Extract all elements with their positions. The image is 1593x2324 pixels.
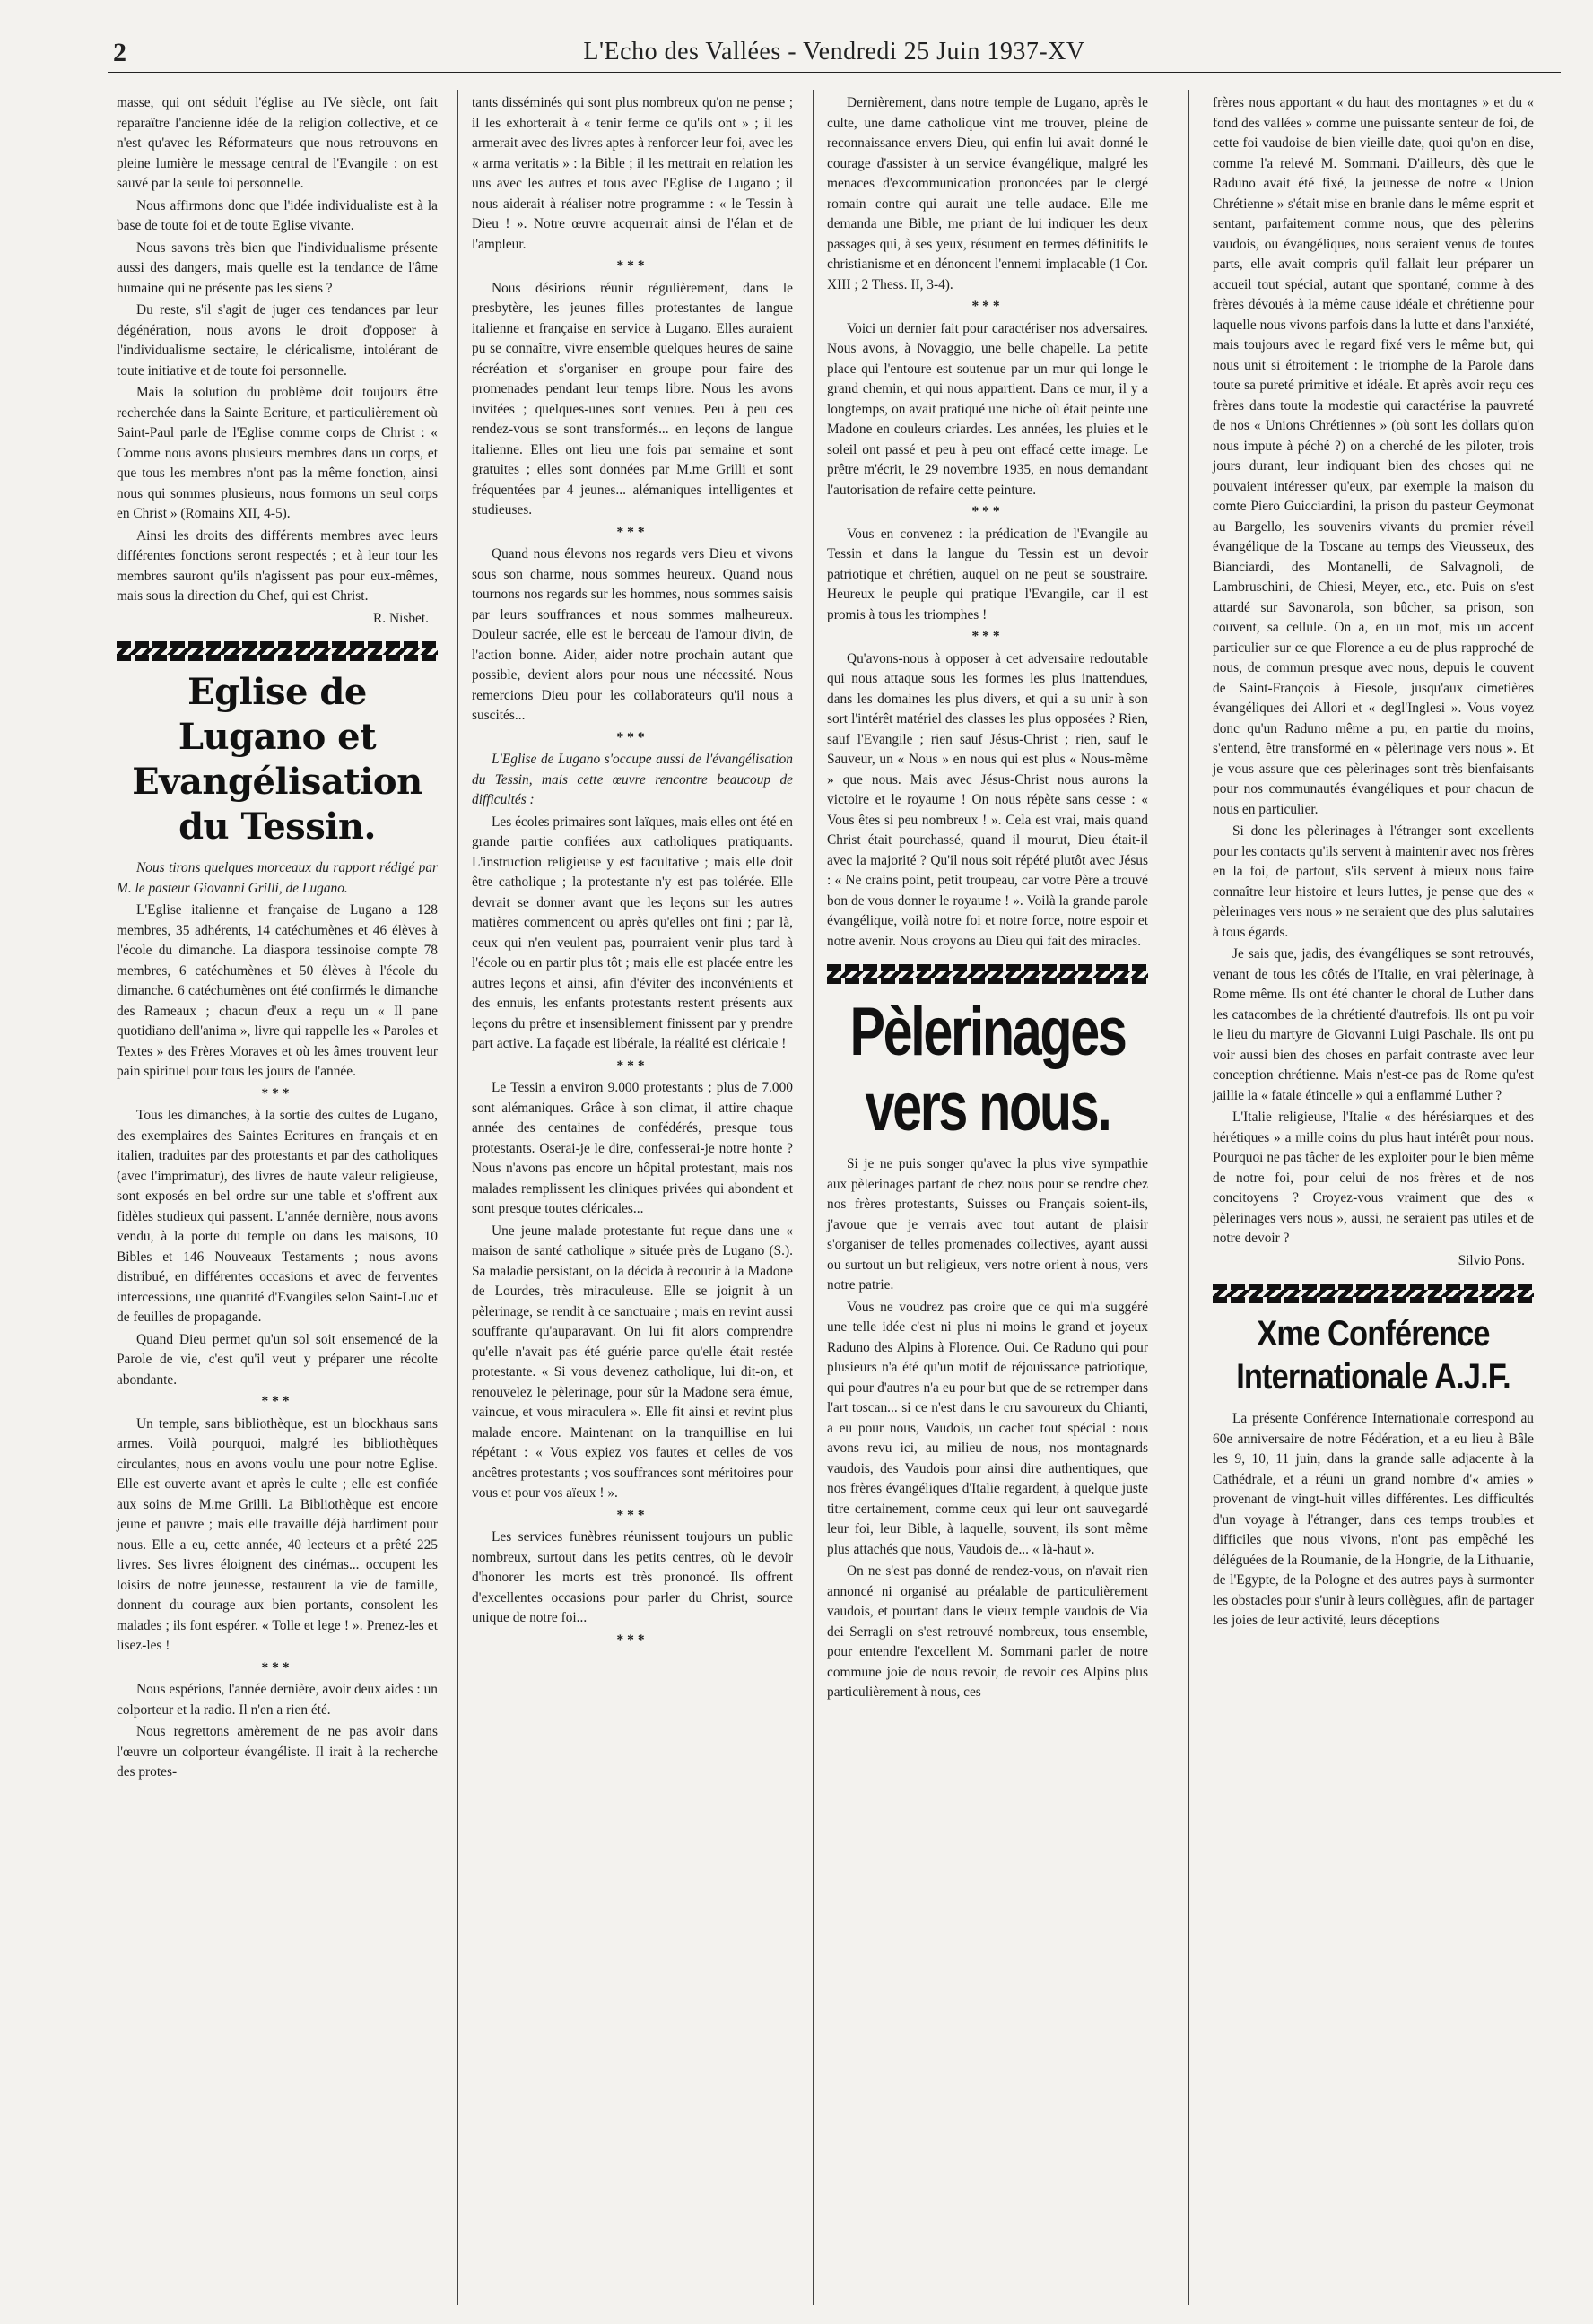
paragraph: Quand Dieu permet qu'un sol soit ensemencé de la Parole de vie, c'est qu'il veut y préparer une récolte abondante. [117,1331,438,1388]
column-rule [813,90,814,2305]
paragraph: Vous en convenez : la prédication de l'Evangile au Tessin et dans la langue du Tessin est un devoir patriotique et chrétien, auquel on ne peut se soustraire. Heureux le peuple qui pratique l'Evangile, car il est promis à tous les triomphes ! [827,526,1148,622]
page-number: 2 [113,38,126,67]
section-separator: *** [616,524,649,540]
author-signature: Silvio Pons. [1458,1252,1525,1268]
section-separator: *** [261,1085,293,1101]
paragraph: Dernièrement, dans notre temple de Lugano, après le culte, une dame catholique vint me trouver, pleine de reconnaissance envers Dieu, qui enfin lui avait donné le courage d'assister à un service évangélique, malgré les menaces d'excommunication prononcées par le clergé romain contre qui aurait une telle audace. Elle me demanda une Bible, me priant de lui indiquer les deux passages qui, à ses yeux, résument en termes définitifs le christianisme et en dénoncent l'ennemi implacable (1 Cor. XIII ; 2 Thess. II, 3-4). [827,95,1148,292]
paragraph: Nous espérions, l'année dernière, avoir deux aides : un colporteur et la radio. Il n'en a rien été. [117,1682,438,1718]
section-separator: *** [261,1394,293,1409]
paragraph: Voici un dernier fait pour caractériser nos adversaires. Nous avons, à Novaggio, une belle chapelle. La petite place qui l'entoure est soutenue par un mur qui longe le grand chemin, et qui nous appartient. Dans ce mur, il y a longtemps, on avait pratiqué une niche où était peinte une Madone en couleurs criardes. Les années, les pluies et le soleil ont passé et peu à peu ont effacé cette image. Le prêtre m'écrit, le 29 novembre 1935, en nous demandant l'autorisation de refaire cette peinture. [827,320,1148,498]
paragraph: Vous ne voudrez pas croire que ce qui m'a suggéré une telle idée c'est ni plus ni moins le grand et joyeux Raduno des Alpins à Florence. Oui. Ce Raduno qui pour plusieurs n'a été qu'un motif de réjouissance patriotique, qui pour d'autres n'a eu pour but que de se retremper dans l'art toscan... si ce n'est dans le cru savoureux du Chianti, a eu pour nous, Vaudois, un cachet tout spécial : nous avons revu ici, au milieu de nous, nos montagnards vaudois, des Vaudois pour ainsi dire authentiques, que nos frères évangéliques d'Italie regardent, à quelque juste titre certainement, comme ceux qui leur ont sauvegardé leur foi, leur Bible, à laquelle, souvent, ils sont même plus attachés que nous, Vaudois de... « là-haut ». [827,1299,1148,1557]
section-separator: *** [616,729,649,745]
section-separator: *** [616,258,649,274]
ornamental-divider [117,641,438,661]
ornamental-divider [827,964,1148,984]
article-heading: Xme Conférence Internationale A.J.F. [1236,1314,1510,1397]
section-separator: *** [616,1058,649,1074]
paragraph: Nous affirmons donc que l'idée individualiste est à la base de toute foi et de toute Eglise vivante. [117,197,438,233]
paragraph: Le Tessin a environ 9.000 protestants ; plus de 7.000 sont alémaniques. Grâce à son climat, il attire chaque année des centaines de confédérés, presque tous protestants. Oserai-je le dire, confesserai-je notre honte ? Nous n'avons pas encore un hôpital protestant, mais nos malades remplissent les cliniques privées qui abondent et sont presque toutes cléricales... [472,1080,793,1216]
paragraph: Si donc les pèlerinages à l'étranger sont excellents pour les contacts qu'ils servent à maintenir avec nos frères en la foi, de partout, s'ils servent à mieux nous faire connaître leur histoire et leurs luttes, je pense que des « pèlerinages vers nous » ne seraient que des plus salutaires à tous égards. [1213,823,1534,940]
paragraph: Ainsi les droits des différents membres avec leurs différentes fonctions seront respectés ; et à leur tour les membres sauront qu'ils n'agissent pas pour eux-mêmes, mais sous la direction du Chef, qui est Christ. [117,527,438,604]
section-separator: *** [971,299,1004,314]
column-rule [1188,90,1189,2305]
paragraph: Un temple, sans bibliothèque, est un blockhaus sans armes. Voilà pourquoi, malgré les bibliothèques circulantes, nous en avons voulu une pour notre Eglise. Elle est ouverte avant et après le culte ; elle est confiée aux soins de M.me Grilli. La Bibliothèque est encore jeune et pauvre ; mais elle travaille déjà hardiment pour nous. Elle a eu, cette année, 40 lecteurs et a prêté 225 livres. Ses livres éloignent des cinémas... occupent les loisirs de notre jeunesse, restaurent la vie de famille, donnent du courage aux bien portants, consolent les malades ; ils font espérer. « Tolle et lege ! ». Prenez-les et lisez-les ! [117,1415,438,1653]
paragraph: L'Eglise italienne et française de Lugano a 128 membres, 35 adhérents, 14 catéchumènes et 46 élèves à l'école du dimanche. La diaspora tessinoise compte 78 membres, 6 catéchumènes et 50 élèves à l'école du dimanche. 6 catéchumènes ont été confirmés le dimanche des Rameaux ; chacun d'eux a reçu un « Il pane quotidiano dell'anima », livre qui rappelle les « Paroles et Textes » des Frères Moraves et où les âmes trouvent leur pain spirituel pour tous les jours de l'année. [117,902,438,1079]
paragraph: Une jeune malade protestante fut reçue dans une « maison de santé catholique » située près de Lugano (S.). Sa maladie persistant, on la décida à recourir à la Madone de Lourdes, très miraculeuse. Elle se joignit à un pèlerinage, se rendit à ce sanctuaire ; mais en revint aussi souffrante qu'auparavant. On lui fit alors comprendre qu'elle n'avait pas été guérie parce qu'elle était restée protestante. « Si vous devenez catholique, lui dit-on, et renouvelez le pèlerinage, pour sûr la Madone sera émue, vaincue, et vous miraculera ». Elle fit ainsi et revint plus malade encore. Maintenant on la tranquillise en lui répétant : « Vous expiez vos fautes et celles de vos ancêtres protestants ; vos souffrances sont méritoires pour vous et pour vos aïeux ! ». [472,1223,793,1501]
paragraph: Quand nous élevons nos regards vers Dieu et vivons sous son charme, nous sommes heureux. Quand nous tournons nos regards sur les hommes, nous sommes saisis par leurs souffrances et nous sommes malheureux. Douleur sacrée, elle est le berceau de l'amour divin, de l'action bonne. Aider, aider notre prochain autant que possible, devient alors pour nous une nécessité. Nous remercions Dieu pour les collaborateurs qu'il nous a suscités... [472,546,793,723]
paragraph: Si je ne puis songer qu'avec la plus vive sympathie aux pèlerinages partant de chez nous pour se rendre chez nos frères protestants, Suisses ou Français soient-ils, j'avoue que je verrais avec tout autant de plaisir s'organiser de telles promenades collectives, ayant aussi ou surtout un but religieux, vers notre orient à nous, vers notre patrie. [827,1156,1148,1293]
section-separator: *** [971,504,1004,519]
paragraph: L'Eglise de Lugano s'occupe aussi de l'évangélisation du Tessin, mais cette œuvre rencontre beaucoup de difficultés : [472,752,793,807]
page-header [108,32,1561,74]
paragraph: frères nous apportant « du haut des montagnes » et du « fond des vallées » comme une puissante senteur de foi, de cette foi vaudoise de bien vieille date, quoi qu'on en dise, comme l'a relevé M. Sommani. D'ailleurs, dès que le Raduno avait été fixé, la jeunesse de notre « Union Chrétienne » s'était mise en branle dans le même esprit et sentant, parfaitement comme nous, que des pèlerins vaudois, ou évangéliques, nous seraient venus de toutes parts, elle avait compris qu'il fallait leur préparer un accueil tout spécial, autant que spontané, comme à des frères dévoués à la même cause idéale et chrétienne pour laquelle nous vivons parfois dans la lutte et dans l'anxiété, mais toujours avec le regard fixé vers le même but, qui nous unit si étroitement : le triomphe de la Parole dans toute sa pureté primitive et idéale. Et après avoir reçu ces frères dans toute la modestie qui caractérise la pauvreté de nos « Unions Chrétiennes » (où sont les dollars qu'on nous impute à péché ?) on a cherché de les piloter, trois jours durant, leur indiquant bien des choses qui ne pouvaient intéresser qu'eux, par exemple la maison du comte Piero Guicciardini, la prison du pasteur Geymonat au Bargello, les souvenirs vivants du premier réveil évangélique de la Toscane au temps des Vieusseux, des Bianciardi, des Montanelli, de Salvagnoli, de Lambruschini, de Chiesi, Meyer, etc., etc. Puis on s'est attardé sur Savonarola, son bûcher, sa prison, son couvent, sa cellule. On a, en un mot, mis un accent particulier sur ce que Florence a eu de plus rapproché de nous, de commun presque avec nous, depuis le couvent de Saint-François à Fiesole, jusqu'aux cimetières évangéliques dei Allori et « degl'Inglesi ». Vous voyez donc qu'un Raduno même a pu, en partie du moins, s'entend, être transformé en « pèlerinage vers nous ». Et je vous assure que ces pèlerinages sont très bienfaisants pour nos communautés évangéliques et pour chacun de nous en particulier. [1213,95,1534,817]
paragraph: Nous désirions réunir régulièrement, dans le presbytère, les jeunes filles protestantes de langue italienne et française en service à Lugano. Elles auraient pu se connaître, vivre ensemble quelques heures de saine récréation et s'organiser en groupe pour faire des promenades pendant leur temps libre. Nous les avons invitées ; quelques-unes sont venues. Peu à peu ces rendez-vous se sont transformés... en leçons de langue italienne. Elles ont lieu une fois par semaine et sont gratuites ; elles sont données par M.me Grilli et sont fréquentées par 4 jeunes... alémaniques intelligentes et studieuses. [472,280,793,518]
section-separator: *** [616,1507,649,1523]
section-separator: *** [971,629,1004,644]
column-rule [457,90,458,2305]
author-signature: R. Nisbet. [373,610,429,626]
paragraph: On ne s'est pas donné de rendez-vous, on n'avait rien annoncé ni organisé au préalable de particulièrement vaudois, et pourtant dans le vieux temple vaudois de Via dei Serragli on s'est retrouvé nombreux, tous ensemble, pour entendre l'excellent M. Sommani parler de notre commune joie de nous revoir, de revoir ces Alpins plus particulièrement à nous, ces [827,1563,1148,1700]
masthead-title: L'Echo des Vallées - Vendredi 25 Juin 1937-XV [583,38,1085,65]
section-separator: *** [261,1659,293,1676]
paragraph: Nous regrettons amèrement de ne pas avoir dans l'œuvre un colporteur évangéliste. Il irait à la recherche des protes- [117,1724,438,1780]
section-separator: *** [616,1632,649,1648]
paragraph: masse, qui ont séduit l'église au IVe siècle, ont fait reparaître l'ancienne idée de la religion collective, et ce n'est qu'avec les Réformateurs que nous retrouvons en pleine lumière le message central de l'Evangile : on est sauvé par la seule foi personnelle. [117,95,438,191]
article-heading: Pèlerinages vers nous. [849,994,1126,1145]
article-heading: Eglise de Lugano et Evangélisation du Tessin. [132,671,422,848]
paragraph: L'Italie religieuse, l'Italie « des hérésiarques et des hérétiques » a mille coins du plus haut intérêt pour nous. Pourquoi ne pas tâcher de les exploiter pour le bien même de notre foi, pour celui de nos frères et de nos concitoyens ? Croyez-vous vraiment que des « pèlerinages vers nous », aussi, ne seraient pas utiles et de notre devoir ? [1213,1110,1534,1246]
column-2 [472,93,793,2309]
paragraph: La présente Conférence Internationale correspond au 60e anniversaire de notre Fédération, et a eu lieu à Bâle les 9, 10, 11 juin, dans la grande salle adjacente à la Cathédrale, et a réuni un grand nombre d'« amies » provenant de vingt-huit villes différentes. Les difficultés d'un voyage à l'étranger, dans ces temps troubles et difficiles que nous vivons, n'ont pas empêché les déléguées de la Roumanie, de la Hongrie, de la Lithuanie, de l'Egypte, de la Pologne et des autres pays à surmonter les obstacles pour s'unir à leurs collègues, afin de partager les joies de leur activité, leurs déceptions [1213,1411,1534,1628]
paragraph: Les écoles primaires sont laïques, mais elles ont été en grande partie confiées aux catholiques pratiquants. L'instruction religieuse y est facultative ; mais elle doit être catholique ; la protestante n'y est pas tolérée. Elle devrait se donner avant que les leçons sur les autres matières commencent ou après qu'elles ont fini ; par là, ceux qui n'en veulent pas, pourraient venir plus tard à l'école ou en partir plus tôt ; mais elle est placée entre les autres leçons et ainsi, afin d'éviter des inconvénients et des ennuis, les enfants protestants restent présents aux leçons du prêtre et insensiblement finissent par y prendre part active. La façade est libérale, la réalité est cléricale ! [472,814,793,1051]
paragraph: tants disséminés qui sont plus nombreux qu'on ne pense ; il les exhorterait à « tenir ferme ce qu'ils ont » ; il les armerait avec des livres aptes à renforcer leur foi, avec les « arma veritatis » : la Bible ; il les mettrait en relation les uns avec les autres et tous avec l'Eglise de Lugano ; il nous aiderait à réaliser notre programme : « le Tessin à Dieu ! ». Notre œuvre acquerrait ainsi de l'élan et de l'ampleur. [472,95,793,252]
paragraph: Du reste, s'il s'agit de juger ces tendances par leur dégénération, nous avons le droit d'opposer à l'individualisme sectaire, le cléricalisme, intolérant de toute initiative et de toute foi personnelle. [117,302,438,379]
paragraph: Tous les dimanches, à la sortie des cultes de Lugano, des exemplaires des Saintes Ecritures en français et en italien, traduites par des protestants et par des catholiques (avec l'imprimatur), des livres de haute valeur religieuse, sont exposés en bel ordre sur une table et s'offrent aux fidèles studieux qui passent. L'année dernière, nous avons vendu, à la porte du temple ou dans les maisons, 10 Bibles et 146 Nouveaux Testaments ; nous avons distribué, en différentes occasions et avec de ferventes intercessions, une quantité d'Evangiles selon Saint-Luc et de feuilles de propagande. [117,1108,438,1325]
paragraph: Mais la solution du problème doit toujours être recherchée dans la Sainte Ecriture, et particulièrement où Saint-Paul parle de l'Eglise comme corps de Christ : « Comme nous avons plusieurs membres dans un corps, et que tous les membres n'ont pas la même fonction, ainsi nous qui sommes plusieurs, nous formons un seul corps en Christ » (Romains XII, 4-5). [117,385,438,521]
column-1 [117,93,438,2309]
paragraph: Nous savons très bien que l'individualisme présente aussi des dangers, mais quelle est la tendance de l'âme humaine qui ne présente pas les siens ? [117,239,438,296]
column-4 [1213,93,1534,2309]
paragraph: Les services funèbres réunissent toujours un public nombreux, surtout dans les petits centres, où le devoir d'honorer les morts est très prononcé. Ils offrent d'excellentes occasions pour parler du Christ, source unique de notre foi... [472,1529,793,1625]
paragraph: Je sais que, jadis, des évangéliques se sont retrouvés, venant de tous les côtés de l'Italie, en vrai pèlerinage, à Rome même. Ils ont été chanter le choral de Luther dans les catacombes de la chrétienté d'autrefois. Ils ont pu voir le lieu du martyre de Giovanni Luigi Paschale. Ils ont pu voir aussi bien des choses en parfait contraste avec leur conception chrétienne. Mais n'est-ce pas de Rome qu'est jaillie la « fatale étincelle » qui a enflammé Luther ? [1213,946,1534,1103]
ornamental-divider [1213,1284,1534,1303]
paragraph: Qu'avons-nous à opposer à cet adversaire redoutable qui nous attaque sous les formes les plus inattendues, dans les domaines les plus divers, et qui a su unir à son sort l'intérêt matériel des classes les plus opposées ? Rien, sauf l'Evangile ; rien sauf Jésus-Christ ; rien, sauf le Sauveur, un « Nous » en nous qui est plus « Nous-même » que nous. Mais avec Jésus-Christ nous aurons la victoire et le royaume ! On nous répète sans cesse : « Vous êtes si peu nombreux ! ». Cela est vrai, mais quand Christ était pourchassé, quand il mourut, Dieu était-il avec la majorité ? Qu'il nous soit répété plutôt avec Jésus : « Ne crains point, petit troupeau, car votre Père a trouvé bon de vous donner le royaume ! ». Voilà la grande parole évangélique, voilà notre foi et notre force, notre espoir et notre avenir. Nous croyons au Dieu qui fait des miracles. [827,650,1148,949]
article-intro: Nous tirons quelques morceaux du rapport rédigé par M. le pasteur Giovanni Grilli, de Lugano. [117,860,438,896]
column-3 [827,93,1148,2309]
